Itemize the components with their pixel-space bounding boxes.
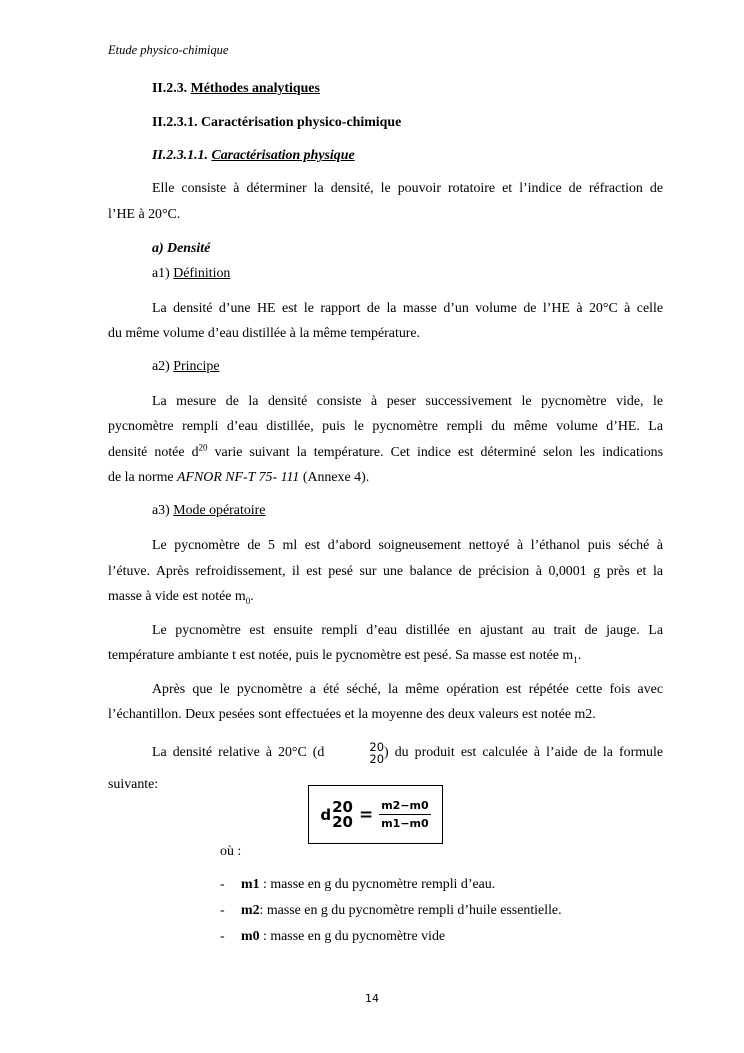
legend-desc: : masse en g du pycnomètre vide <box>259 929 446 944</box>
text: masse à vide est notée m <box>108 589 246 604</box>
formula-index <box>332 797 353 831</box>
density-formula-box <box>308 785 443 844</box>
text: de la norme <box>108 470 178 485</box>
formula-fraction <box>379 799 430 830</box>
subsection-title: Mode opératoire <box>173 503 266 518</box>
section-densite-title: a) Densité <box>152 241 211 256</box>
heading-number: II.2.3. <box>152 81 188 96</box>
legend-term: m0 <box>241 929 260 944</box>
legend-item-m2 <box>220 903 562 919</box>
formula-numerator: m2−m0 <box>379 799 430 815</box>
page-number: 14 <box>365 992 379 1005</box>
mode-p1-line-2: l’étuve. Après refroidissement, il est pesé sur une balance de précision à 0,0001 g près et la <box>108 564 663 579</box>
formula-d: d <box>320 805 332 824</box>
text: . <box>577 648 582 663</box>
index-top: 20 <box>369 739 385 754</box>
list-bullet: - <box>220 929 225 944</box>
legend-item-m0 <box>220 929 445 945</box>
legend-term: m1 <box>241 877 260 892</box>
subsection-number: a3) <box>152 503 170 518</box>
text: . <box>250 589 254 604</box>
legend-desc: : masse en g du pycnomètre rempli d’eau. <box>259 877 496 892</box>
mode-p1-line-1: Le pycnomètre de 5 ml est d’abord soigneusement nettoyé à l’éthanol puis séché à <box>152 538 663 553</box>
norm-reference: AFNOR NF-T 75- 111 <box>177 470 300 485</box>
inline-density-index <box>325 741 384 765</box>
heading-number: II.2.3.1.1. <box>152 148 208 163</box>
legend-item-m1 <box>220 877 495 893</box>
superscript: 20 <box>198 442 208 453</box>
mode-p1-line-3 <box>108 584 663 610</box>
definition-line-1: La densité d’une HE est le rapport de la masse d’un volume de l’HE à 20°C à celle <box>152 301 663 316</box>
subsection-number: a2) <box>152 359 170 374</box>
subsection-title: Définition <box>173 266 231 281</box>
mode-p2-line-2 <box>108 643 663 669</box>
mode-p2-line-1: Le pycnomètre est ensuite rempli d’eau distillée en ajustant au trait de jauge. La <box>152 623 663 638</box>
legend-desc: : masse en g du pycnomètre rempli d’huile essentielle. <box>259 903 562 918</box>
principe-line-3 <box>108 440 663 466</box>
subsection-title: Principe <box>173 359 220 374</box>
text: densité notée d <box>108 445 199 460</box>
subscript: 1 <box>573 654 578 665</box>
mode-p3-line-2: l’échantillon. Deux pesées sont effectuées et la moyenne des deux valeurs est notée m2. <box>108 707 596 722</box>
text: température ambiante t est notée, puis le pycnomètre est pesé. Sa masse est notée m <box>108 648 574 663</box>
subsection-mode-operatoire <box>152 503 265 519</box>
running-header: Etude physico-chimique <box>108 43 229 57</box>
subsection-number: a1) <box>152 266 170 281</box>
intro-line-2: l’HE à 20°C. <box>108 207 181 222</box>
heading-methodes-analytiques <box>152 81 320 97</box>
subsection-principe <box>152 359 220 375</box>
formula-equals: = <box>358 804 374 825</box>
heading-caracterisation-physique <box>152 148 355 164</box>
mode-p3-line-1: Après que le pycnomètre a été séché, la même opération est répétée cette fois avec <box>152 682 663 697</box>
text: La densité relative à 20°C (d <box>152 745 325 760</box>
heading-title: Caractérisation physique <box>211 148 355 163</box>
principe-line-4 <box>108 465 663 491</box>
mode-p4-line-1 <box>108 740 663 766</box>
intro-line-1: Elle consiste à déterminer la densité, le pouvoir rotatoire et l’indice de réfraction de <box>152 181 663 196</box>
index-bottom: 20 <box>369 751 385 766</box>
formula-sub: 20 <box>332 812 353 831</box>
list-bullet: - <box>220 903 225 918</box>
principe-line-1: La mesure de la densité consiste à peser successivement le pycnomètre vide, le <box>152 394 663 409</box>
definition-line-2: du même volume d’eau distillée à la même température. <box>108 326 421 341</box>
subscript: 0 <box>245 595 251 606</box>
text: ) du produit est calculée à l’aide de la formule <box>384 745 663 760</box>
mode-p4-line-2: suivante: <box>108 777 159 792</box>
text: varie suivant la température. Cet indice est déterminé selon les indications <box>207 445 663 460</box>
subsection-definition <box>152 266 230 282</box>
text: (Annexe 4). <box>299 470 370 485</box>
heading-caracterisation-physico-chimique: II.2.3.1. Caractérisation physico-chimique <box>152 115 402 130</box>
formula-sup: 20 <box>332 797 353 816</box>
formula-denominator: m1−m0 <box>381 817 429 830</box>
principe-line-2: pycnomètre rempli d’eau distillée, puis le pycnomètre rempli du même volume d’HE. La <box>108 419 663 434</box>
legend-intro: où : <box>220 844 242 859</box>
list-bullet: - <box>220 877 225 892</box>
legend-term: m2 <box>241 903 260 918</box>
heading-title: Méthodes analytiques <box>190 81 320 96</box>
